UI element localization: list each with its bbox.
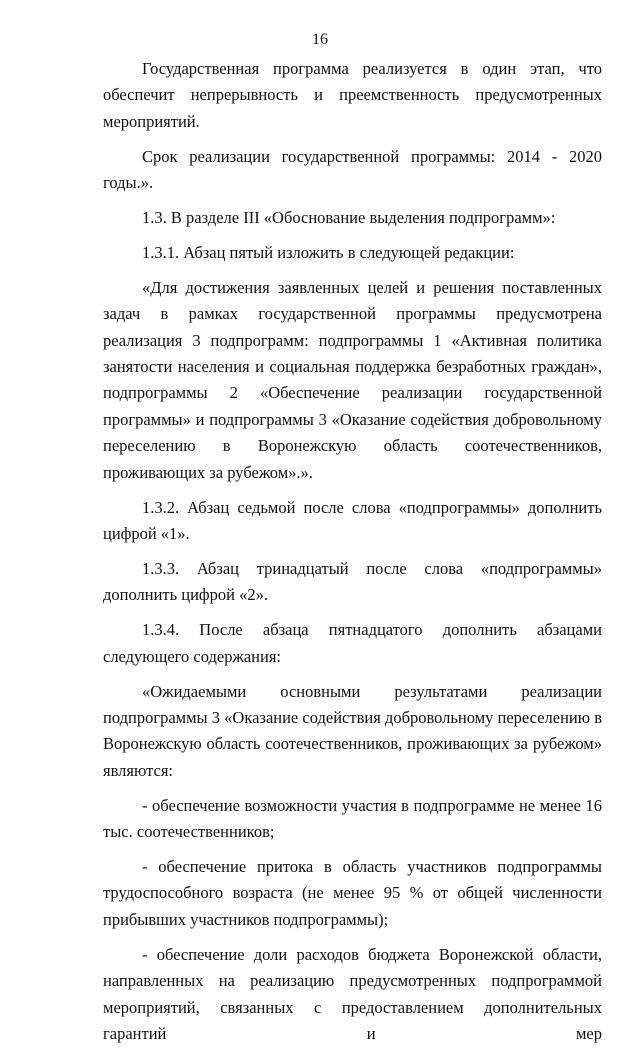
paragraph: Срок реализации государственной программы: 2014 - 2020 годы.». xyxy=(103,146,602,193)
paragraph: Государственная программа реализуется в один этап, что обеспечит непрерывность и преемственность предусмотренных мероприятий. xyxy=(103,59,602,131)
paragraph: 1.3. В разделе III «Обоснование выделения подпрограмм»: xyxy=(142,208,556,228)
paragraph: 1.3.4. После абзаца пятнадцатого дополнить абзацами следующего содержания: xyxy=(103,620,602,666)
page-number: 16 xyxy=(312,31,328,48)
paragraph: - обеспечение притока в область участников подпрограммы трудоспособного возраста (не менее 95 % от общей численности прибывших участников подпрограммы); xyxy=(103,856,602,929)
document-body xyxy=(103,56,602,1056)
paragraph: 1.3.1. Абзац пятый изложить в следующей редакции: xyxy=(142,242,515,262)
paragraph: - обеспечение возможности участия в подпрограмме не менее 16 тыс. соотечественников; xyxy=(103,795,602,842)
paragraph: «Для достижения заявленных целей и решения поставленных задач в рамках государственной программы предусмотрена реализация 3 подпрограмм: подпрограммы 1 «Активная политика занятости населения и социальная поддержка безработных граждан», подпрограммы 2 «Обеспечение реализации государственной программы» и подпрограммы 3 «Оказание содействия добровольному переселению в Воронежскую область соотечественников, проживающих за рубежом».». xyxy=(103,277,602,482)
paragraph: 1.3.3. Абзац тринадцатый после слова «подпрограммы» дополнить цифрой «2». xyxy=(103,558,602,605)
paragraph: - обеспечение доли расходов бюджета Воронежской области, направленных на реализацию предусмотренных подпрограммой мероприятий, связанных с предоставлением дополнительных гарантий и мер xyxy=(103,944,602,1043)
paragraph: «Ожидаемыми основными результатами реализации подпрограммы 3 «Оказание содействия добровольному переселению в Воронежскую область соотечественников, проживающих за рубежом» являются: xyxy=(103,681,602,780)
paragraph: 1.3.2. Абзац седьмой после слова «подпрограммы» дополнить цифрой «1». xyxy=(103,497,602,543)
